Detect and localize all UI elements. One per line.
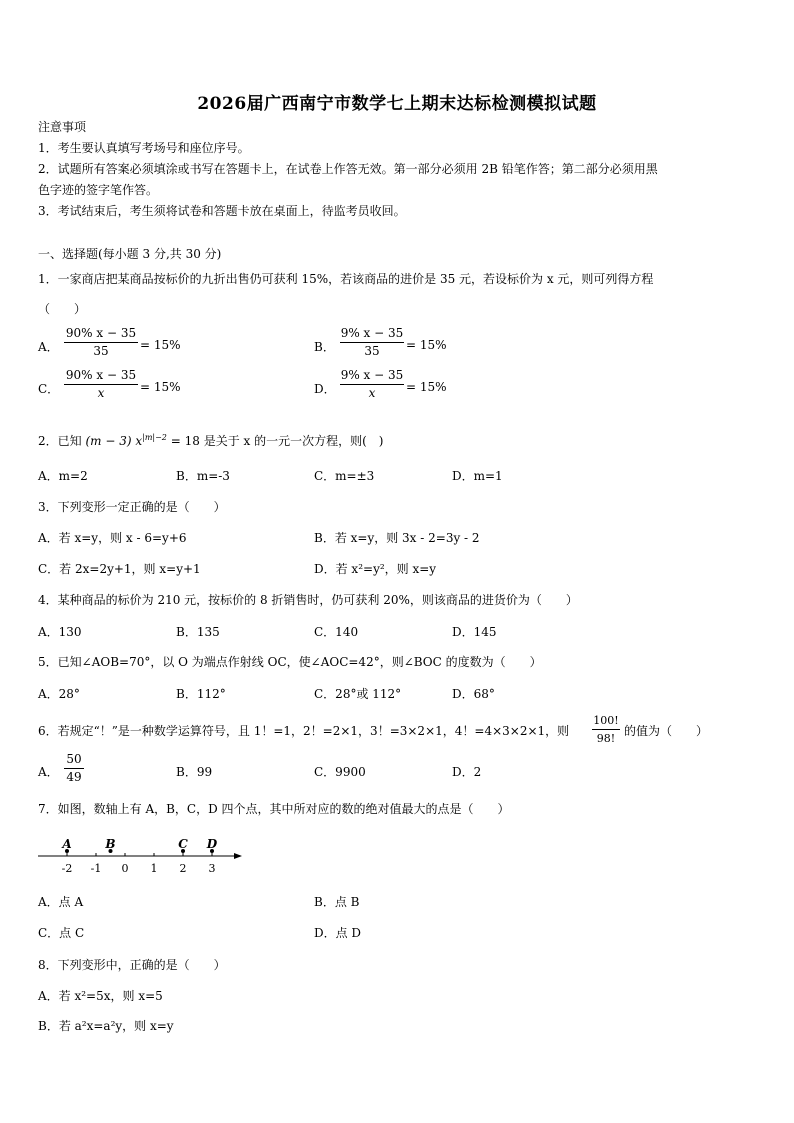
q1-b-numerator: 9% x − 35 <box>340 326 404 340</box>
q2-expression: (m − 3) x <box>85 434 143 448</box>
q1-paren: （ ） <box>38 302 87 316</box>
notice-heading: 注意事项 <box>38 120 87 134</box>
q2-option-c: C．m=±3 <box>314 469 375 483</box>
q1-option-c-label: C． <box>38 382 60 396</box>
number-line-tick-label: 3 <box>208 862 216 875</box>
q2-equals: = 18 <box>170 434 200 448</box>
q3-option-a: A．若 x=y，则 x - 6=y+6 <box>38 531 187 545</box>
q1-option-a-fraction <box>64 326 138 359</box>
q2-option-b: B．m=-3 <box>176 469 230 483</box>
number-line-tick-label: 2 <box>179 862 187 875</box>
q6-fraction-denominator: 98! <box>596 732 616 745</box>
q1-a-denominator: 35 <box>93 344 109 358</box>
q3-option-c: C．若 2x=2y+1，则 x=y+1 <box>38 562 201 576</box>
q6-option-d: D．2 <box>452 765 482 779</box>
q7-option-b: B．点 B <box>314 895 360 909</box>
number-line-tick-label: -1 <box>90 862 102 875</box>
q4-option-c: C．140 <box>314 625 359 639</box>
q2-pre: 2．已知 <box>38 434 82 448</box>
q1-stem: 1．一家商店把某商品按标价的九折出售仍可获利 15%，若该商品的进价是 35 元，若设标价为 x 元，则可列得方程 <box>38 272 654 286</box>
q5-option-d: D．68° <box>452 687 495 701</box>
q1-option-c-fraction <box>64 368 138 401</box>
q1-c-numerator: 90% x − 35 <box>65 368 137 382</box>
number-line-tick-label: 0 <box>121 862 129 875</box>
q5-option-b: B．112° <box>176 687 226 701</box>
q6-option-a-fraction <box>64 752 84 785</box>
number-line-arrow-icon <box>234 853 242 859</box>
q1-c-denominator: x <box>97 386 105 400</box>
number-line-tick-label: 1 <box>150 862 158 875</box>
q4-option-b: B．135 <box>176 625 220 639</box>
q6-fraction-numerator: 100! <box>593 714 619 727</box>
number-line-tick-label: -2 <box>61 862 73 875</box>
number-line-point-label: B <box>105 837 116 851</box>
q1-d-rhs: = 15% <box>406 380 447 394</box>
q6-option-b: B．99 <box>176 765 213 779</box>
q1-a-rhs: = 15% <box>140 338 181 352</box>
q7-stem: 7．如图，数轴上有 A，B，C，D 四个点，其中所对应的数的绝对值最大的点是（ ） <box>38 802 510 816</box>
q6-factorial-fraction <box>592 713 620 746</box>
q2-stem <box>38 429 383 450</box>
q6-a-numerator: 50 <box>66 752 82 766</box>
q8-option-b: B．若 a²x=a²y，则 x=y <box>38 1019 174 1033</box>
number-line-figure <box>30 830 250 878</box>
q6-stem: 6．若规定“！”是一种数学运算符号，且 1！=1，2！=2×1，3！=3×2×1，4！=4×3×2×1，则 <box>38 724 570 738</box>
q6-option-c: C．9900 <box>314 765 366 779</box>
q1-option-b-fraction <box>340 326 404 359</box>
q8-option-a: A．若 x²=5x，则 x=5 <box>38 989 163 1003</box>
q2-option-a: A．m=2 <box>38 469 88 483</box>
q8-stem: 8．下列变形中，正确的是（ ） <box>38 958 226 972</box>
q1-c-rhs: = 15% <box>140 380 181 394</box>
q4-option-a: A．130 <box>38 625 82 639</box>
q1-option-b-label: B． <box>314 340 335 354</box>
q1-b-rhs: = 15% <box>406 338 447 352</box>
q4-option-d: D．145 <box>452 625 497 639</box>
notice-item-2: 2．试题所有答案必须填涂或书写在答题卡上，在试卷上作答无效。第一部分必须用 2B 铅笔作答；第二部分必须用黑 <box>38 162 658 176</box>
q2-exponent: |m|−2 <box>142 433 167 442</box>
q3-stem: 3．下列变形一定正确的是（ ） <box>38 500 226 514</box>
page-title: 2026届广西南宁市数学七上期末达标检测模拟试题 <box>197 94 597 114</box>
q1-d-denominator: x <box>368 386 376 400</box>
q3-option-b: B．若 x=y，则 3x - 2=3y - 2 <box>314 531 480 545</box>
q7-option-a: A．点 A <box>38 895 84 909</box>
q6-post: 的值为（ ） <box>624 724 709 738</box>
q5-option-a: A．28° <box>38 687 80 701</box>
q1-option-a-label: A． <box>38 340 59 354</box>
section-heading: 一、选择题(每小题 3 分,共 30 分) <box>38 247 222 261</box>
q7-option-d: D．点 D <box>314 926 362 940</box>
number-line-point-label: D <box>206 837 218 851</box>
q6-option-a-label: A． <box>38 765 59 779</box>
q5-stem: 5．已知∠AOB=70°，以 O 为端点作射线 OC，使∠AOC=42°，则∠BOC 的度数为（ ） <box>38 655 542 669</box>
q4-stem: 4．某种商品的标价为 210 元，按标价的 8 折销售时，仍可获利 20%，则该商品的进货价为（ ） <box>38 593 578 607</box>
q6-a-denominator: 49 <box>66 770 82 784</box>
q5-option-c: C．28°或 112° <box>314 687 402 701</box>
q7-option-c: C．点 C <box>38 926 85 940</box>
q2-option-d: D．m=1 <box>452 469 503 483</box>
notice-item-2-cont: 色字迹的签字笔作答。 <box>38 183 159 197</box>
notice-item-1: 1．考生要认真填写考场号和座位序号。 <box>38 141 250 155</box>
q1-option-d-label: D． <box>314 382 336 396</box>
q1-a-numerator: 90% x − 35 <box>65 326 137 340</box>
q2-post: 是关于 x 的一元一次方程，则( ) <box>203 434 384 448</box>
notice-item-3: 3．考试结束后，考生须将试卷和答题卡放在桌面上，待监考员收回。 <box>38 204 406 218</box>
q1-d-numerator: 9% x − 35 <box>340 368 404 382</box>
number-line-point-label: A <box>62 837 72 851</box>
q3-option-d: D．若 x²=y²，则 x=y <box>314 562 437 576</box>
q1-b-denominator: 35 <box>364 344 380 358</box>
q1-option-d-fraction <box>340 368 404 401</box>
number-line-point-label: C <box>178 837 188 851</box>
